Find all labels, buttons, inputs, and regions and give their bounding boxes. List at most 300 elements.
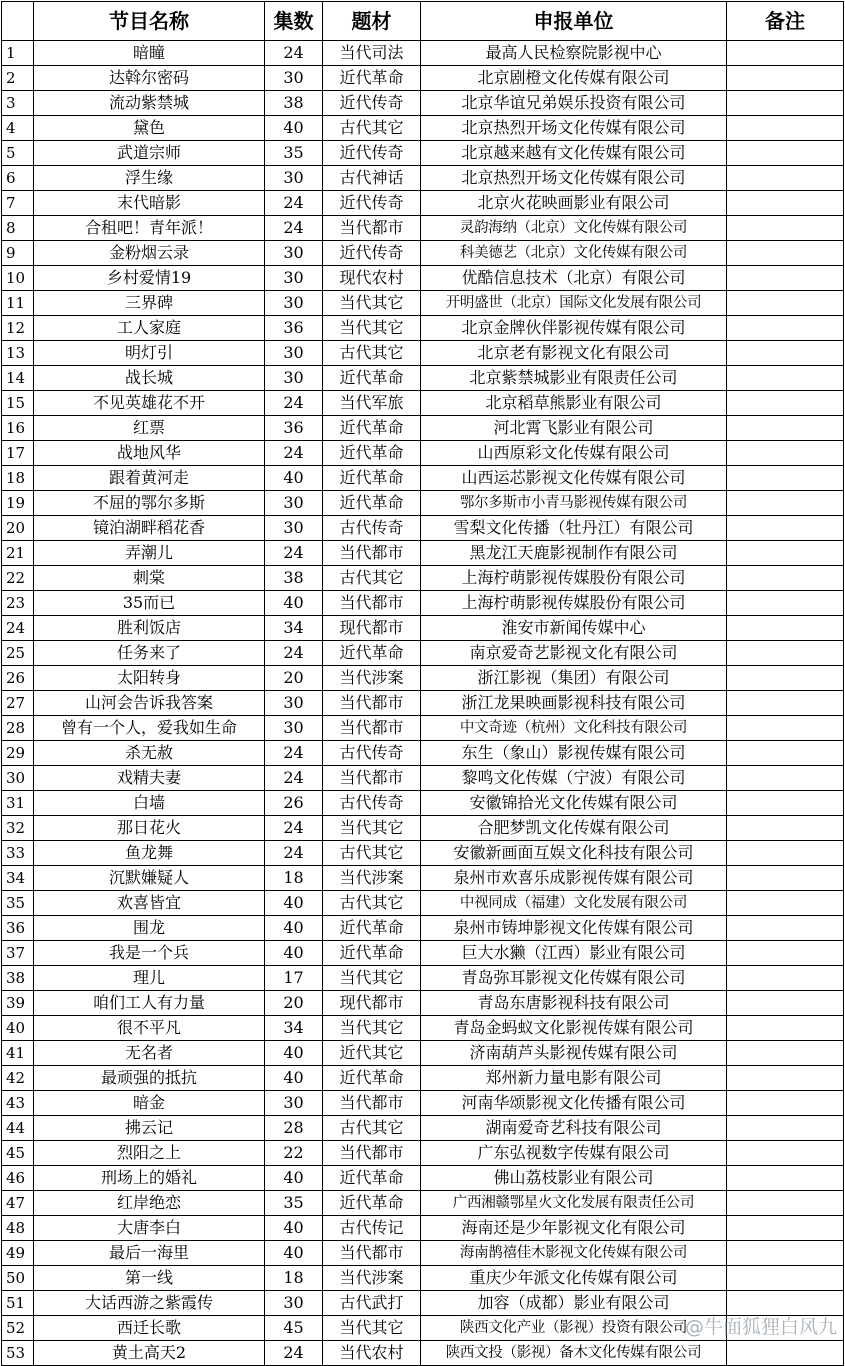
- row-index: 44: [2, 1116, 34, 1141]
- row-index: 6: [2, 166, 34, 191]
- table-row: [2, 91, 844, 116]
- note: [727, 1341, 844, 1366]
- program-name: 第一线: [34, 1266, 265, 1291]
- header-episodes: 集数: [265, 2, 323, 41]
- table-row: [2, 491, 844, 516]
- program-table: [1, 1, 844, 1366]
- applicant-unit: 北京稻草熊影业有限公司: [421, 391, 727, 416]
- theme: 古代其它: [323, 841, 421, 866]
- table-row: [2, 166, 844, 191]
- theme: 当代其它: [323, 816, 421, 841]
- theme: 古代武打: [323, 1291, 421, 1316]
- note: [727, 816, 844, 841]
- theme: 现代都市: [323, 616, 421, 641]
- episode-count: 18: [265, 866, 323, 891]
- row-index: 28: [2, 716, 34, 741]
- episode-count: 24: [265, 441, 323, 466]
- episode-count: 30: [265, 716, 323, 741]
- program-name: 战长城: [34, 366, 265, 391]
- theme: 当代其它: [323, 966, 421, 991]
- table-row: [2, 116, 844, 141]
- note: [727, 891, 844, 916]
- applicant-unit: 济南葫芦头影视传媒有限公司: [421, 1041, 727, 1066]
- note: [727, 216, 844, 241]
- note: [727, 741, 844, 766]
- program-name: 达斡尔密码: [34, 66, 265, 91]
- table-row: [2, 416, 844, 441]
- program-name: 黛色: [34, 116, 265, 141]
- table-row: [2, 1116, 844, 1141]
- theme: 当代其它: [323, 1316, 421, 1341]
- program-name: 西迁长歌: [34, 1316, 265, 1341]
- applicant-unit: 山西原彩文化传媒有限公司: [421, 441, 727, 466]
- program-name: 刺棠: [34, 566, 265, 591]
- program-name: 那日花火: [34, 816, 265, 841]
- row-index: 25: [2, 641, 34, 666]
- program-name: 流动紫禁城: [34, 91, 265, 116]
- note: [727, 1141, 844, 1166]
- applicant-unit: 海南还是少年影视文化有限公司: [421, 1216, 727, 1241]
- theme: 当代涉案: [323, 666, 421, 691]
- row-index: 7: [2, 191, 34, 216]
- theme: 当代农村: [323, 1341, 421, 1366]
- theme: 古代传奇: [323, 741, 421, 766]
- applicant-unit: 最高人民检察院影视中心: [421, 41, 727, 66]
- applicant-unit: 开明盛世（北京）国际文化发展有限公司: [421, 291, 727, 316]
- program-name: 杀无赦: [34, 741, 265, 766]
- header-theme: 题材: [323, 2, 421, 41]
- row-index: 8: [2, 216, 34, 241]
- row-index: 27: [2, 691, 34, 716]
- note: [727, 116, 844, 141]
- note: [727, 1266, 844, 1291]
- episode-count: 20: [265, 991, 323, 1016]
- theme: 当代司法: [323, 41, 421, 66]
- note: [727, 1091, 844, 1116]
- program-name: 暗瞳: [34, 41, 265, 66]
- applicant-unit: 中视同成（福建）文化发展有限公司: [421, 891, 727, 916]
- row-index: 3: [2, 91, 34, 116]
- applicant-unit: 湖南爱奇艺科技有限公司: [421, 1116, 727, 1141]
- applicant-unit: 雪梨文化传播（牡丹江）有限公司: [421, 516, 727, 541]
- table-row: [2, 766, 844, 791]
- note: [727, 1066, 844, 1091]
- episode-count: 30: [265, 166, 323, 191]
- program-name: 工人家庭: [34, 316, 265, 341]
- applicant-unit: 泉州市铸坤影视文化传媒有限公司: [421, 916, 727, 941]
- theme: 当代都市: [323, 1091, 421, 1116]
- row-index: 43: [2, 1091, 34, 1116]
- episode-count: 40: [265, 1166, 323, 1191]
- applicant-unit: 佛山荔枝影业有限公司: [421, 1166, 727, 1191]
- applicant-unit: 北京热烈开场文化传媒有限公司: [421, 116, 727, 141]
- episode-count: 22: [265, 1141, 323, 1166]
- theme: 现代都市: [323, 991, 421, 1016]
- theme: 近代革命: [323, 1066, 421, 1091]
- row-index: 34: [2, 866, 34, 891]
- episode-count: 36: [265, 316, 323, 341]
- note: [727, 141, 844, 166]
- episode-count: 40: [265, 891, 323, 916]
- row-index: 26: [2, 666, 34, 691]
- row-index: 39: [2, 991, 34, 1016]
- note: [727, 566, 844, 591]
- program-name: 烈阳之上: [34, 1141, 265, 1166]
- theme: 当代其它: [323, 316, 421, 341]
- theme: 古代其它: [323, 566, 421, 591]
- applicant-unit: 浙江龙果映画影视科技有限公司: [421, 691, 727, 716]
- row-index: 22: [2, 566, 34, 591]
- row-index: 23: [2, 591, 34, 616]
- theme: 近代革命: [323, 66, 421, 91]
- table-row: [2, 1266, 844, 1291]
- program-name: 任务来了: [34, 641, 265, 666]
- note: [727, 1216, 844, 1241]
- applicant-unit: 山西运芯影视文化传媒有限公司: [421, 466, 727, 491]
- applicant-unit: 优酷信息技术（北京）有限公司: [421, 266, 727, 291]
- table-row: [2, 941, 844, 966]
- applicant-unit: 郑州新力量电影有限公司: [421, 1066, 727, 1091]
- row-index: 48: [2, 1216, 34, 1241]
- row-index: 40: [2, 1016, 34, 1041]
- program-name: 跟着黄河走: [34, 466, 265, 491]
- applicant-unit: 加容（成都）影业有限公司: [421, 1291, 727, 1316]
- note: [727, 866, 844, 891]
- header-unit: 申报单位: [421, 2, 727, 41]
- note: [727, 1116, 844, 1141]
- episode-count: 24: [265, 816, 323, 841]
- applicant-unit: 北京紫禁城影业有限责任公司: [421, 366, 727, 391]
- program-name: 三界碑: [34, 291, 265, 316]
- program-name: 末代暗影: [34, 191, 265, 216]
- row-index: 16: [2, 416, 34, 441]
- episode-count: 24: [265, 391, 323, 416]
- applicant-unit: 广东弘视数字传媒有限公司: [421, 1141, 727, 1166]
- note: [727, 716, 844, 741]
- table-row: [2, 516, 844, 541]
- program-name: 最后一海里: [34, 1241, 265, 1266]
- episode-count: 30: [265, 366, 323, 391]
- program-name: 明灯引: [34, 341, 265, 366]
- note: [727, 991, 844, 1016]
- theme: 近代革命: [323, 1166, 421, 1191]
- table-row: [2, 391, 844, 416]
- row-index: 32: [2, 816, 34, 841]
- note: [727, 766, 844, 791]
- note: [727, 441, 844, 466]
- row-index: 29: [2, 741, 34, 766]
- applicant-unit: 广西湘赣鄂星火文化发展有限责任公司: [421, 1191, 727, 1216]
- applicant-unit: 河北霄飞影业有限公司: [421, 416, 727, 441]
- episode-count: 24: [265, 1341, 323, 1366]
- row-index: 24: [2, 616, 34, 641]
- applicant-unit: 合肥梦凯文化传媒有限公司: [421, 816, 727, 841]
- row-index: 31: [2, 791, 34, 816]
- episode-count: 45: [265, 1316, 323, 1341]
- applicant-unit: 北京剧橙文化传媒有限公司: [421, 66, 727, 91]
- applicant-unit: 浙江影视（集团）有限公司: [421, 666, 727, 691]
- theme: 当代其它: [323, 1016, 421, 1041]
- row-index: 21: [2, 541, 34, 566]
- table-row: [2, 891, 844, 916]
- row-index: 18: [2, 466, 34, 491]
- theme: 现代农村: [323, 266, 421, 291]
- note: [727, 66, 844, 91]
- note: [727, 416, 844, 441]
- table-row: [2, 916, 844, 941]
- row-index: 17: [2, 441, 34, 466]
- table-row: [2, 741, 844, 766]
- note: [727, 266, 844, 291]
- note: [727, 916, 844, 941]
- theme: 当代都市: [323, 216, 421, 241]
- applicant-unit: 泉州市欢喜乐成影视传媒有限公司: [421, 866, 727, 891]
- row-index: 52: [2, 1316, 34, 1341]
- episode-count: 34: [265, 616, 323, 641]
- theme: 古代传记: [323, 1216, 421, 1241]
- note: [727, 941, 844, 966]
- note: [727, 1041, 844, 1066]
- theme: 近代革命: [323, 441, 421, 466]
- episode-count: 24: [265, 216, 323, 241]
- program-name: 弄潮儿: [34, 541, 265, 566]
- row-index: 2: [2, 66, 34, 91]
- note: [727, 616, 844, 641]
- program-name: 暗金: [34, 1091, 265, 1116]
- table-body: [2, 41, 844, 1366]
- table-row: [2, 1191, 844, 1216]
- note: [727, 1241, 844, 1266]
- row-index: 20: [2, 516, 34, 541]
- theme: 当代都市: [323, 1141, 421, 1166]
- table-row: [2, 66, 844, 91]
- applicant-unit: 北京老有影视文化有限公司: [421, 341, 727, 366]
- applicant-unit: 北京火花映画影业有限公司: [421, 191, 727, 216]
- table-row: [2, 616, 844, 641]
- program-name: 不见英雄花不开: [34, 391, 265, 416]
- program-name: 不屈的鄂尔多斯: [34, 491, 265, 516]
- row-index: 38: [2, 966, 34, 991]
- table-row: [2, 791, 844, 816]
- theme: 当代都市: [323, 591, 421, 616]
- applicant-unit: 重庆少年派文化传媒有限公司: [421, 1266, 727, 1291]
- theme: 当代都市: [323, 691, 421, 716]
- episode-count: 35: [265, 1191, 323, 1216]
- header-row: [2, 2, 844, 41]
- program-name: 围龙: [34, 916, 265, 941]
- episode-count: 40: [265, 466, 323, 491]
- note: [727, 516, 844, 541]
- theme: 近代革命: [323, 941, 421, 966]
- program-name: 红岸绝恋: [34, 1191, 265, 1216]
- episode-count: 40: [265, 591, 323, 616]
- applicant-unit: 北京金牌伙伴影视传媒有限公司: [421, 316, 727, 341]
- episode-count: 24: [265, 841, 323, 866]
- note: [727, 1191, 844, 1216]
- table-row: [2, 1016, 844, 1041]
- episode-count: 30: [265, 66, 323, 91]
- row-index: 13: [2, 341, 34, 366]
- theme: 当代都市: [323, 766, 421, 791]
- episode-count: 24: [265, 741, 323, 766]
- theme: 古代其它: [323, 891, 421, 916]
- table-row: [2, 366, 844, 391]
- theme: 近代传奇: [323, 141, 421, 166]
- table-row: [2, 566, 844, 591]
- theme: 古代神话: [323, 166, 421, 191]
- program-name: 红票: [34, 416, 265, 441]
- applicant-unit: 巨大水獭（江西）影业有限公司: [421, 941, 727, 966]
- episode-count: 26: [265, 791, 323, 816]
- program-name: 欢喜皆宜: [34, 891, 265, 916]
- table-row: [2, 1216, 844, 1241]
- row-index: 33: [2, 841, 34, 866]
- row-index: 53: [2, 1341, 34, 1366]
- applicant-unit: 安徽新画面互娱文化科技有限公司: [421, 841, 727, 866]
- episode-count: 30: [265, 516, 323, 541]
- table-row: [2, 1066, 844, 1091]
- applicant-unit: 青岛东唐影视科技有限公司: [421, 991, 727, 1016]
- program-name: 最顽强的抵抗: [34, 1066, 265, 1091]
- episode-count: 38: [265, 91, 323, 116]
- theme: 古代其它: [323, 1116, 421, 1141]
- table-row: [2, 716, 844, 741]
- episode-count: 40: [265, 941, 323, 966]
- row-index: 11: [2, 291, 34, 316]
- program-name: 黄土高天2: [34, 1341, 265, 1366]
- program-name: 戏精夫妻: [34, 766, 265, 791]
- applicant-unit: 中文奇迹（杭州）文化科技有限公司: [421, 716, 727, 741]
- program-name: 拂云记: [34, 1116, 265, 1141]
- table-row: [2, 341, 844, 366]
- note: [727, 166, 844, 191]
- episode-count: 28: [265, 1116, 323, 1141]
- theme: 近代革命: [323, 466, 421, 491]
- table-row: [2, 141, 844, 166]
- applicant-unit: 科美德艺（北京）文化传媒有限公司: [421, 241, 727, 266]
- program-name: 很不平凡: [34, 1016, 265, 1041]
- note: [727, 791, 844, 816]
- row-index: 19: [2, 491, 34, 516]
- program-name: 35而已: [34, 591, 265, 616]
- row-index: 5: [2, 141, 34, 166]
- episode-count: 24: [265, 41, 323, 66]
- applicant-unit: 青岛金蚂蚁文化影视传媒有限公司: [421, 1016, 727, 1041]
- program-name: 胜利饭店: [34, 616, 265, 641]
- episode-count: 35: [265, 141, 323, 166]
- theme: 近代革命: [323, 366, 421, 391]
- note: [727, 491, 844, 516]
- applicant-unit: 黑龙江天鹿影视制作有限公司: [421, 541, 727, 566]
- watermark: @牛面狐狸白风九: [684, 1316, 837, 1338]
- applicant-unit: 安徽锦拾光文化传媒有限公司: [421, 791, 727, 816]
- table-row: [2, 441, 844, 466]
- episode-count: 18: [265, 1266, 323, 1291]
- program-name: 大话西游之紫霞传: [34, 1291, 265, 1316]
- table-row: [2, 316, 844, 341]
- applicant-unit: 北京热烈开场文化传媒有限公司: [421, 166, 727, 191]
- applicant-unit: 鄂尔多斯市小青马影视传媒有限公司: [421, 491, 727, 516]
- row-index: 49: [2, 1241, 34, 1266]
- theme: 当代涉案: [323, 1266, 421, 1291]
- applicant-unit: 上海柠萌影视传媒股份有限公司: [421, 566, 727, 591]
- theme: 近代传奇: [323, 241, 421, 266]
- row-index: 46: [2, 1166, 34, 1191]
- note: [727, 641, 844, 666]
- episode-count: 30: [265, 1291, 323, 1316]
- note: [727, 841, 844, 866]
- table-row: [2, 816, 844, 841]
- episode-count: 30: [265, 341, 323, 366]
- episode-count: 40: [265, 1216, 323, 1241]
- row-index: 37: [2, 941, 34, 966]
- table-row: [2, 1041, 844, 1066]
- program-name: 合租吧！青年派！: [34, 216, 265, 241]
- note: [727, 466, 844, 491]
- row-index: 51: [2, 1291, 34, 1316]
- program-name: 鱼龙舞: [34, 841, 265, 866]
- episode-count: 40: [265, 1066, 323, 1091]
- program-name: 山河会告诉我答案: [34, 691, 265, 716]
- program-name: 镜泊湖畔稻花香: [34, 516, 265, 541]
- row-index: 30: [2, 766, 34, 791]
- row-index: 15: [2, 391, 34, 416]
- table-row: [2, 1341, 844, 1366]
- table-row: [2, 641, 844, 666]
- applicant-unit: 青岛弥耳影视文化传媒有限公司: [421, 966, 727, 991]
- table-row: [2, 866, 844, 891]
- table-row: [2, 1241, 844, 1266]
- note: [727, 316, 844, 341]
- episode-count: 38: [265, 566, 323, 591]
- table-row: [2, 266, 844, 291]
- episode-count: 40: [265, 116, 323, 141]
- note: [727, 591, 844, 616]
- theme: 近代革命: [323, 916, 421, 941]
- theme: 当代都市: [323, 716, 421, 741]
- header-note: 备注: [727, 2, 844, 41]
- note: [727, 391, 844, 416]
- row-index: 50: [2, 1266, 34, 1291]
- applicant-unit: 上海柠萌影视传媒股份有限公司: [421, 591, 727, 616]
- table-row: [2, 1141, 844, 1166]
- table-row: [2, 291, 844, 316]
- applicant-unit: 陕西文化产业（影视）投资有限公司: [421, 1316, 727, 1341]
- row-index: 9: [2, 241, 34, 266]
- note: [727, 291, 844, 316]
- table-row: [2, 1166, 844, 1191]
- theme: 近代革命: [323, 1191, 421, 1216]
- program-name: 刑场上的婚礼: [34, 1166, 265, 1191]
- program-name: 白墙: [34, 791, 265, 816]
- episode-count: 24: [265, 541, 323, 566]
- applicant-unit: 陕西文投（影视）备木文化传媒有限公司: [421, 1341, 727, 1366]
- program-name: 金粉烟云录: [34, 241, 265, 266]
- table-row: [2, 216, 844, 241]
- note: [727, 191, 844, 216]
- row-index: 35: [2, 891, 34, 916]
- theme: 古代其它: [323, 116, 421, 141]
- applicant-unit: 北京越来越有文化传媒有限公司: [421, 141, 727, 166]
- episode-count: 30: [265, 241, 323, 266]
- program-name: 武道宗师: [34, 141, 265, 166]
- theme: 当代涉案: [323, 866, 421, 891]
- episode-count: 30: [265, 1091, 323, 1116]
- program-name: 咱们工人有力量: [34, 991, 265, 1016]
- program-name: 浮生缘: [34, 166, 265, 191]
- table-row: [2, 1091, 844, 1116]
- header-name: 节目名称: [34, 2, 265, 41]
